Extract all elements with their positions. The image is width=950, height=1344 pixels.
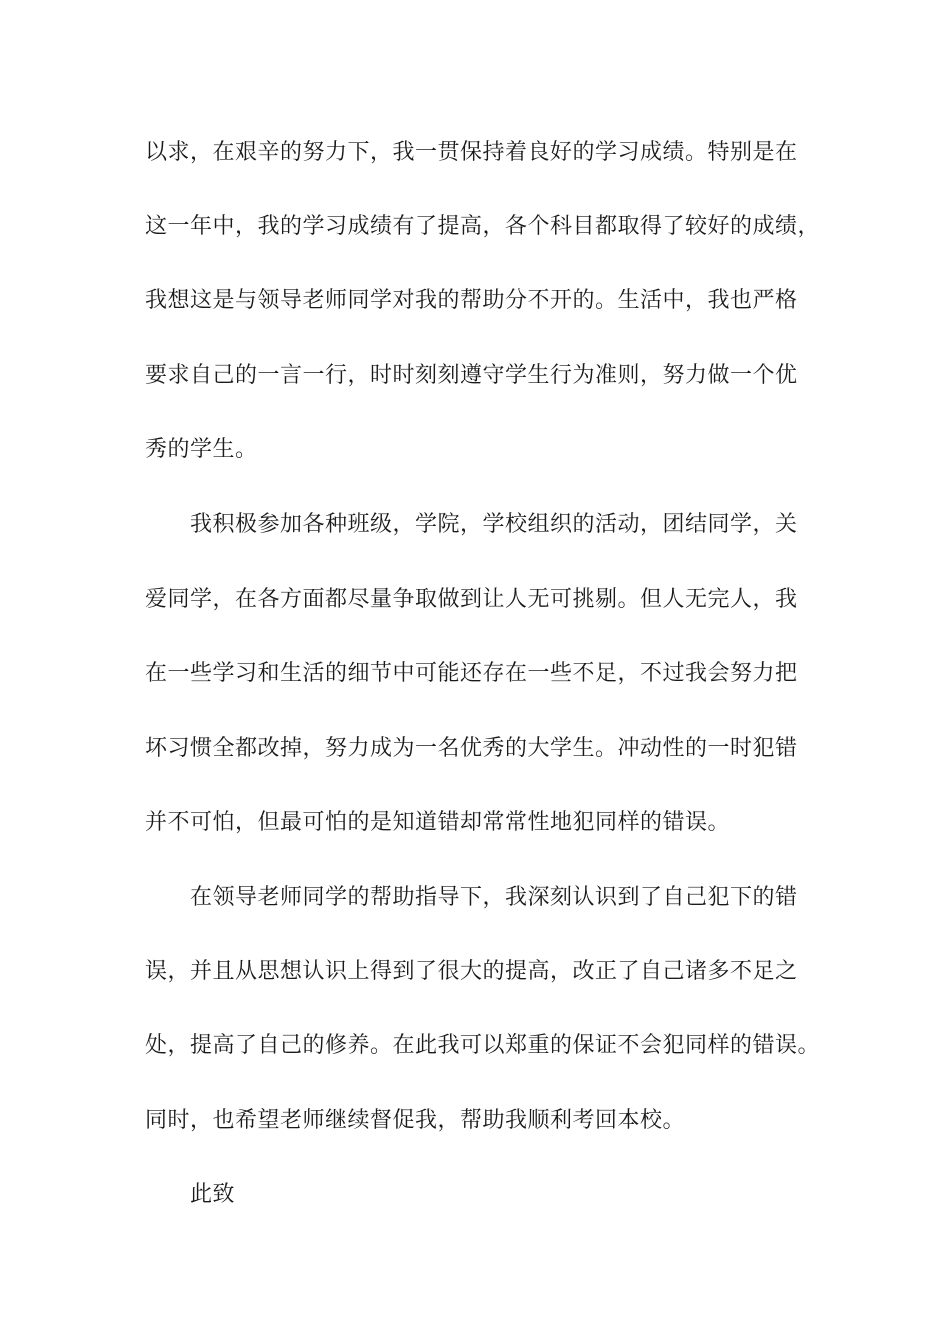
paragraph-start-line: 我积极参加各种班级，学院，学校组织的活动，团结同学，关: [190, 512, 798, 537]
text-line: 误，并且从思想认识上得到了很大的提高，改正了自己诸多不足之: [145, 959, 798, 984]
text-line: 并不可怕，但最可怕的是知道错却常常性地犯同样的错误。: [145, 810, 731, 835]
text-line: 处，提高了自己的修养。在此我可以郑重的保证不会犯同样的错误。: [145, 1033, 821, 1058]
text-line: 以求，在艰辛的努力下，我一贯保持着良好的学习成绩。特别是在: [145, 140, 798, 165]
closing-line: 此致: [190, 1182, 236, 1207]
text-line: 坏习惯全都改掉，努力成为一名优秀的大学生。冲动性的一时犯错: [145, 736, 798, 761]
text-line: 这一年中，我的学习成绩有了提高，各个科目都取得了较好的成绩，: [145, 214, 821, 239]
text-line: 我想这是与领导老师同学对我的帮助分不开的。生活中，我也严格: [145, 288, 798, 313]
text-line: 在一些学习和生活的细节中可能还存在一些不足，不过我会努力把: [145, 661, 798, 686]
text-line: 秀的学生。: [145, 437, 258, 462]
paragraph-start-line: 在领导老师同学的帮助指导下，我深刻认识到了自己犯下的错: [190, 885, 798, 910]
text-line: 要求自己的一言一行，时时刻刻遵守学生行为准则，努力做一个优: [145, 363, 798, 388]
text-line: 爱同学，在各方面都尽量争取做到让人无可挑剔。但人无完人，我: [145, 587, 798, 612]
text-line: 同时，也希望老师继续督促我，帮助我顺利考回本校。: [145, 1108, 686, 1133]
